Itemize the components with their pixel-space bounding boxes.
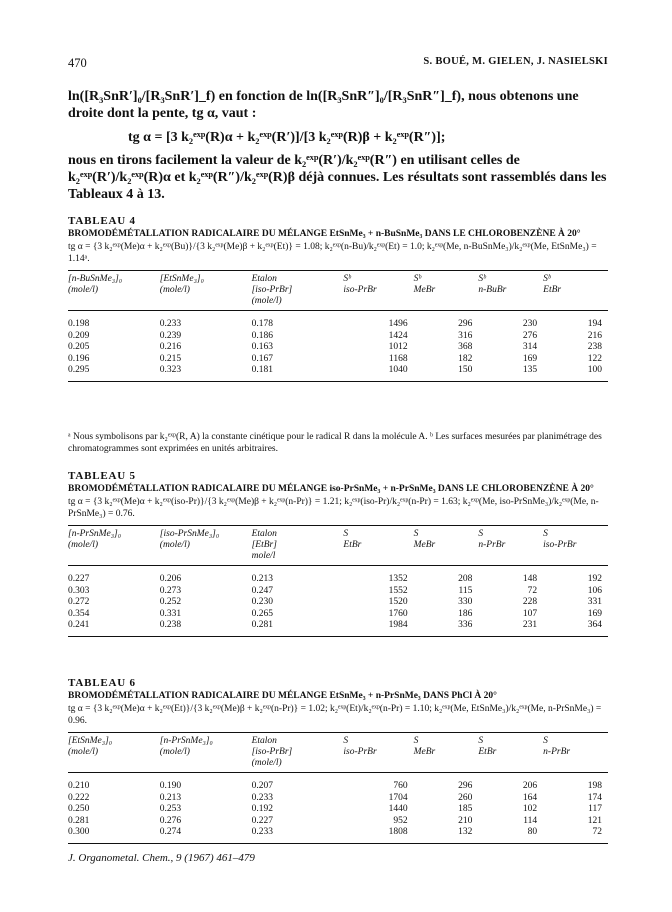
column-header: Etalon [EtBr] mole/l (251, 529, 277, 561)
table-row (68, 365, 608, 381)
table-cell: 368 (458, 342, 473, 352)
table-cell: 72 (543, 827, 608, 843)
table-cell: 228 (522, 597, 538, 607)
table-cell: 132 (414, 827, 479, 843)
table-cell: 0.206 (159, 574, 182, 584)
table-cell: 296 (458, 781, 473, 791)
table-row (68, 574, 608, 586)
column-header: [n-PrSnMe₃]₀ (mole/l) (159, 736, 213, 757)
table-cell: 208 (458, 574, 473, 584)
table-cell: 0.227 (251, 815, 273, 826)
table-cell: 238 (587, 342, 602, 352)
page-number: 470 (68, 56, 87, 70)
table-top-rule (68, 732, 608, 733)
table-cell: 210 (458, 815, 473, 826)
table-cell: 0.205 (68, 342, 90, 352)
table-cell: 231 (478, 620, 543, 636)
table-cell: 336 (414, 620, 479, 636)
table-cell: 169 (587, 608, 602, 619)
table-row (68, 342, 608, 354)
table-footnote: ᵃ Nous symbolisons par k₂ᵉˣᵖ(R, A) la constante cinétique pour le radical R dans la molécule A. ᵇ Les surfaces mesurées par planimétrage des chromatogrammes sont exprimées en unités arbitraires. (68, 432, 602, 454)
table-cell: 0.265 (251, 608, 273, 619)
table-cell: 198 (587, 781, 602, 791)
table-cell: 206 (522, 781, 538, 791)
table-cell: 1496 (388, 319, 408, 329)
table-cell: 1424 (388, 330, 408, 341)
running-header (68, 56, 608, 74)
table-cell: 1168 (388, 353, 408, 364)
table-cell: 0.274 (160, 827, 252, 843)
table-cell: 296 (458, 319, 473, 329)
intro-text (68, 88, 608, 203)
table-title: TABLEAU 5 (68, 470, 136, 482)
column-header: S iso-PrBr (543, 529, 577, 550)
table-cell: 0.213 (159, 792, 182, 803)
column-header: Etalon [iso-PrBr] (mole/l) (251, 274, 293, 306)
table-row (68, 609, 608, 621)
table-title: TABLEAU 4 (68, 215, 136, 227)
table-cell: 0.239 (159, 330, 182, 341)
table-cell: 0.216 (159, 342, 182, 352)
table-cell: 186 (458, 608, 473, 619)
table-cell: 314 (522, 342, 538, 352)
column-header: [n-BuSnMe₃]₀ (mole/l) (68, 274, 123, 295)
table-cell: 0.295 (68, 365, 160, 381)
column-header: Sᵇ MeBr (413, 274, 436, 295)
table-cell: 148 (522, 574, 538, 584)
intro-line-2: nous en tirons facilement la valeur de k₂ᵉˣᵖ(R′)/k₂ᵉˣᵖ(R″) en utilisant celles de k₂ᵉˣᵖ(R′)/k₂ᵉˣᵖ(R)α et k₂ᵉˣᵖ(R″)/k₂ᵉˣᵖ(R)β déjà connues. Les résultats sont rassemblés dans les Tableaux 4 à 13. (68, 153, 607, 202)
table-subtitle: BROMODÉMÉTALLATION RADICALAIRE DU MÉLANGE EtSnMe₃ + n-PrSnMe₃ DANS PhCl À 20° (68, 691, 497, 701)
table-cell: 194 (587, 319, 602, 329)
table-cell: 1520 (388, 597, 408, 607)
table-cell: 952 (393, 815, 408, 826)
table-5 (68, 469, 608, 637)
table-cell: 1760 (388, 608, 408, 619)
table-cell: 1352 (388, 574, 408, 584)
table-cell: 0.247 (251, 585, 273, 596)
table-title: TABLEAU 6 (68, 677, 136, 689)
table-cell: 102 (522, 804, 538, 814)
table-row (68, 354, 608, 366)
table-row (68, 586, 608, 598)
table-cell: 150 (414, 365, 479, 381)
table-cell: 331 (587, 597, 602, 607)
table-note: tg α = {3 k₂ᵉˣᵖ(Me)α + k₂ᵉˣᵖ(Et)}/{3 k₂ᵉˣᵖ(Me)β + k₂ᵉˣᵖ(n-Pr)} = 1.02; k₂ᵉˣᵖ(Et)/k₂ᵉˣᵖ(n-Pr) = 1.10; k₂ᵉˣᵖ(Me, EtSnMe₃)/k₂ᵉˣᵖ(Me, n-PrSnMe₃) = 0.96. (68, 704, 602, 726)
column-header: Sᵇ n-BuBr (478, 274, 507, 295)
table-cell: 1040 (343, 365, 413, 381)
table-cell: 0.241 (68, 620, 160, 636)
column-header: S MeBr (413, 529, 436, 550)
column-header: S EtBr (343, 529, 362, 550)
table-cell: 185 (458, 804, 473, 814)
table-row (68, 331, 608, 343)
table-cell: 0.190 (159, 781, 182, 791)
column-header: Etalon [iso-PrBr] (mole/l) (251, 736, 293, 768)
table-cell: 0.253 (159, 804, 182, 814)
table-cell: 115 (458, 585, 473, 596)
column-header: Sᵇ iso-PrBr (343, 274, 377, 295)
table-cell: 0.281 (252, 620, 344, 636)
table-cell: 80 (478, 827, 543, 843)
table-cell: 0.300 (68, 827, 160, 843)
table-cell: 107 (522, 608, 538, 619)
column-header: S n-PrBr (478, 529, 506, 550)
table-cell: 100 (543, 365, 608, 381)
table-cell: 0.209 (68, 330, 90, 341)
data-table (68, 527, 608, 637)
intro-line-1: ln([R₃SnR′]₀/[R₃SnR′]_f) en fonction de ln([R₃SnR″]₀/[R₃SnR″]_f), nous obtenons une droite dont la pente, tg α, vaut : (68, 89, 579, 121)
table-top-rule (68, 270, 608, 271)
table-cell: 1984 (343, 620, 413, 636)
table-cell: 0.233 (252, 827, 344, 843)
column-header: [EtSnMe₃]₀ (mole/l) (159, 274, 204, 295)
table-cell: 0.233 (159, 319, 182, 329)
table-cell: 0.210 (68, 781, 90, 791)
table-top-rule (68, 525, 608, 526)
table-cell: 182 (458, 353, 473, 364)
table-cell: 174 (587, 792, 602, 803)
table-cell: 260 (458, 792, 473, 803)
table-row (68, 804, 608, 816)
table-cell: 0.250 (68, 804, 90, 814)
table-cell: 0.233 (251, 792, 273, 803)
table-cell: 0.272 (68, 597, 90, 607)
table-cell: 0.213 (251, 574, 273, 584)
table-note: tg α = {3 k₂ᵉˣᵖ(Me)α + k₂ᵉˣᵖ(Bu)}/{3 k₂ᵉˣᵖ(Me)β + k₂ᵉˣᵖ(Et)} = 1.08; k₂ᵉˣᵖ(n-Bu)/k₂ᵉˣᵖ(Et) = 1.0; k₂ᵉˣᵖ(Me, n-BuSnMe₃)/k₂ᵉˣᵖ(Me, EtSnMe₃) = 1.14ᵃ. (68, 242, 597, 264)
table-subtitle: BROMODÉMÉTALLATION RADICALAIRE DU MÉLANGE EtSnMe₃ + n-BuSnMe₃ DANS LE CHLOROBENZÈNE À 20° (68, 229, 581, 239)
table-cell: 1440 (388, 804, 408, 814)
table-cell: 1808 (343, 827, 413, 843)
table-cell: 0.181 (252, 365, 344, 381)
table-cell: 0.252 (159, 597, 182, 607)
column-header: S iso-PrBr (343, 736, 377, 757)
table-cell: 0.331 (159, 608, 182, 619)
table-cell: 169 (522, 353, 538, 364)
table-row (68, 793, 608, 805)
authors: S. BOUÉ, M. GIELEN, J. NASIELSKI (423, 56, 608, 67)
table-cell: 117 (588, 804, 602, 814)
table-cell: 192 (587, 574, 602, 584)
table-cell: 72 (527, 585, 538, 596)
table-cell: 1552 (388, 585, 408, 596)
column-header: [n-PrSnMe₃]₀ (mole/l) (68, 529, 122, 550)
table-cell: 0.192 (251, 804, 273, 814)
table-cell: 0.178 (251, 319, 273, 329)
table-cell: 0.238 (160, 620, 252, 636)
table-cell: 121 (587, 815, 602, 826)
data-table (68, 272, 608, 382)
table-cell: 0.163 (251, 342, 273, 352)
table-row (68, 319, 608, 331)
table-row (68, 597, 608, 609)
table-cell: 1012 (388, 342, 408, 352)
table-cell: 1704 (388, 792, 408, 803)
table-row (68, 620, 608, 636)
table-row (68, 827, 608, 843)
table-6 (68, 676, 608, 844)
journal-citation: J. Organometal. Chem., 9 (1967) 461–479 (68, 852, 255, 864)
table-cell: 0.227 (68, 574, 90, 584)
table-cell: 316 (458, 330, 473, 341)
table-cell: 0.276 (159, 815, 182, 826)
table-cell: 0.281 (68, 815, 90, 826)
table-cell: 0.186 (251, 330, 273, 341)
table-cell: 0.303 (68, 585, 90, 596)
table-cell: 0.196 (68, 353, 90, 364)
table-cell: 0.207 (251, 781, 273, 791)
table-4 (68, 214, 608, 382)
table-cell: 330 (458, 597, 473, 607)
table-note: tg α = {3 k₂ᵉˣᵖ(Me)α + k₂ᵉˣᵖ(iso-Pr)}/{3 k₂ᵉˣᵖ(Me)β + k₂ᵉˣᵖ(n-Pr)} = 1.21; k₂ᵉˣᵖ(iso-Pr)/k₂ᵉˣᵖ(n-Pr) = 1.63; k₂ᵉˣᵖ(Me, iso-PrSnMe₃)/k₂ᵉˣᵖ(Me, n-PrSnMe₃) = 0.76. (68, 497, 599, 519)
column-header: [EtSnMe₃]₀ (mole/l) (68, 736, 113, 757)
table-cell: 164 (522, 792, 538, 803)
table-cell: 0.354 (68, 608, 90, 619)
table-cell: 0.230 (251, 597, 273, 607)
table-cell: 106 (587, 585, 602, 596)
table-cell: 760 (393, 781, 408, 791)
table-cell: 230 (522, 319, 538, 329)
table-cell: 0.198 (68, 319, 90, 329)
column-header: S MeBr (413, 736, 436, 757)
table-row (68, 781, 608, 793)
table-cell: 216 (587, 330, 602, 341)
column-header: [iso-PrSnMe₃]₀ (mole/l) (159, 529, 220, 550)
table-cell: 122 (587, 353, 602, 364)
table-cell: 135 (478, 365, 543, 381)
column-header: S EtBr (478, 736, 497, 757)
table-cell: 0.222 (68, 792, 90, 803)
table-row (68, 816, 608, 828)
data-table (68, 734, 608, 844)
equation: tg α = [3 k₂ᵉˣᵖ(R)α + k₂ᵉˣᵖ(R′)]/[3 k₂ᵉˣᵖ(R)β + k₂ᵉˣᵖ(R″)]; (128, 130, 446, 145)
table-cell: 364 (543, 620, 608, 636)
table-subtitle: BROMODÉMÉTALLATION RADICALAIRE DU MÉLANGE iso-PrSnMe₃ + n-PrSnMe₃ DANS LE CHLOROBENZÈNE À 20° (68, 484, 594, 494)
column-header: Sᵇ EtBr (543, 274, 562, 295)
table-cell: 276 (522, 330, 538, 341)
table-cell: 0.215 (159, 353, 182, 364)
table-cell: 0.273 (159, 585, 182, 596)
table-cell: 114 (523, 815, 538, 826)
table-cell: 0.323 (160, 365, 252, 381)
table-cell: 0.167 (251, 353, 273, 364)
column-header: S n-PrBr (543, 736, 571, 757)
